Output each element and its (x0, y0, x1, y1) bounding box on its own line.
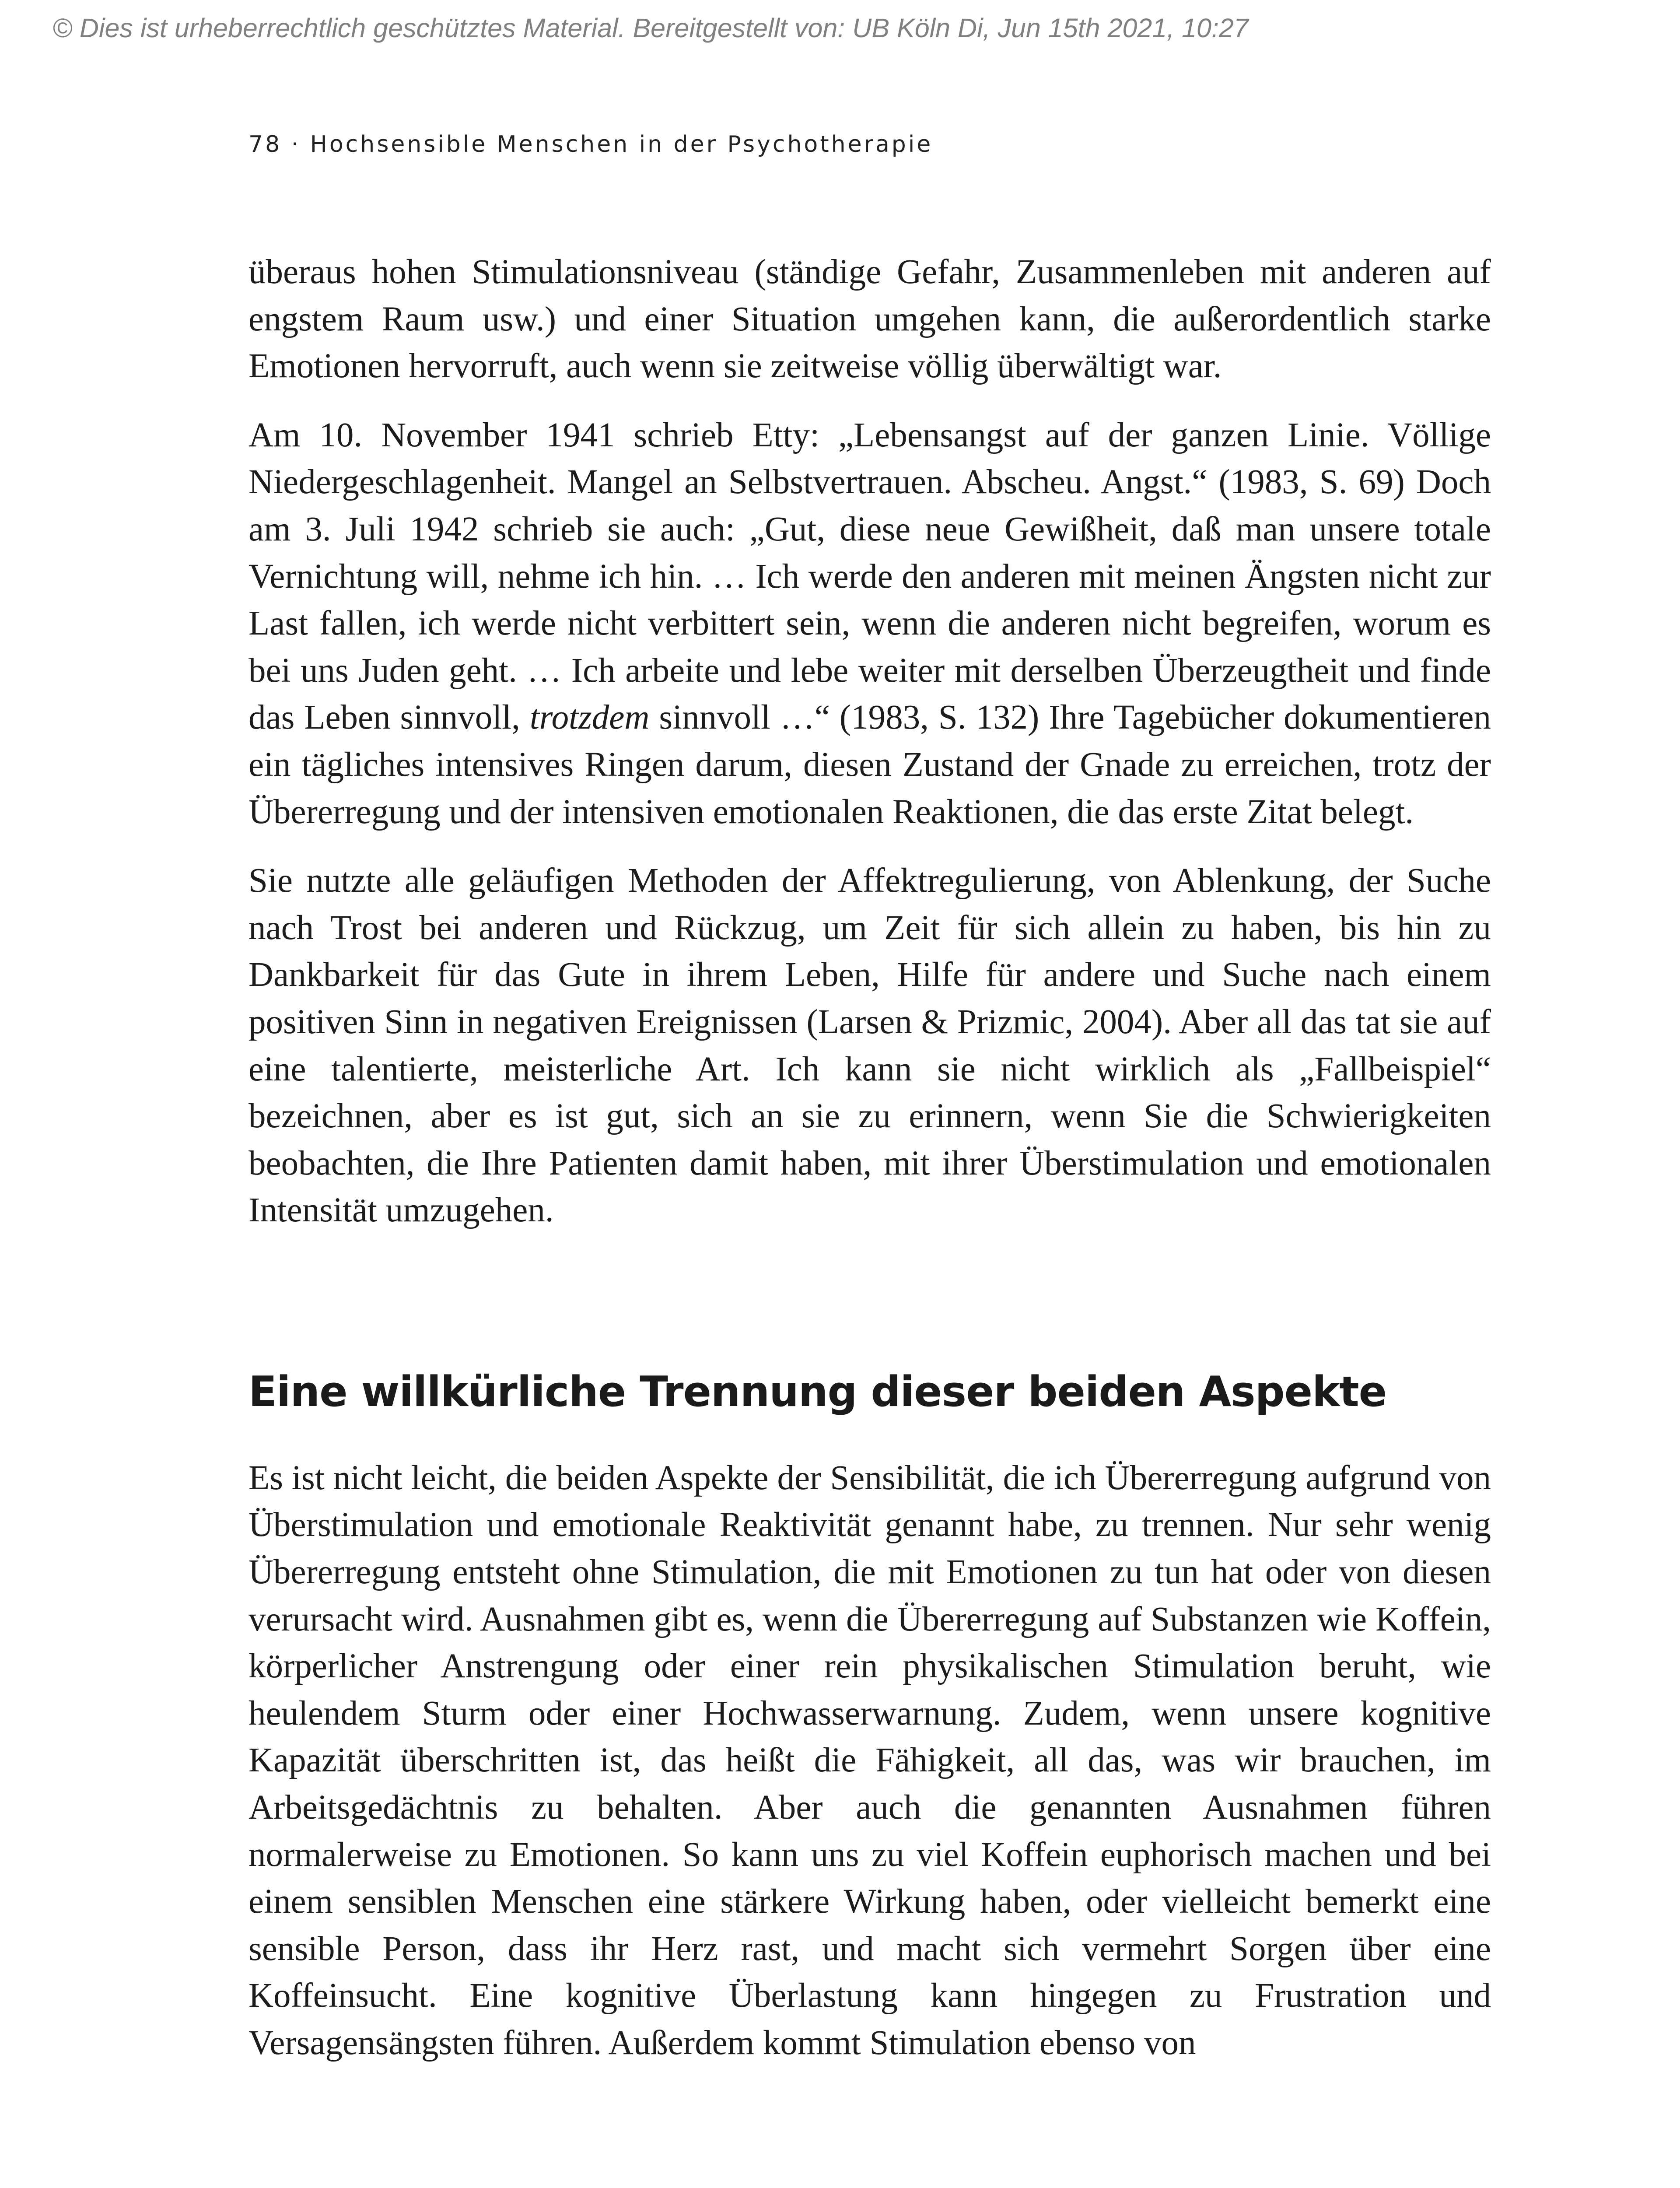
italic-emphasis: trotzdem (529, 698, 650, 737)
paragraph: Sie nutzte alle geläufigen Methoden der Affektregulierung, von Ablenkung, der Suche nach Trost bei anderen und Rückzug, um Zeit für sich allein zu haben, bis hin zu Dankbarkeit für das Gute in ihrem Leben, Hilfe für andere und Suche nach einem positiven Sinn in negativen Ereignissen (Larsen & Prizmic, 2004). Aber all das tat sie auf eine talentierte, meisterliche Art. Ich kann sie nicht wirklich als „Fallbeispiel“ bezeichnen, aber es ist gut, sich an sie zu erinnern, wenn Sie die Schwierigkeiten beobachten, die Ihre Patienten damit haben, mit ihrer Überstimulation und emotionalen Intensität umzugehen. (248, 862, 1491, 1230)
copyright-watermark: © Dies ist urheberrechtlich geschütztes Material. Bereitgestellt von: UB Köln Di, Jun 15th 2021, 10:27 (52, 13, 1249, 43)
paragraph (248, 412, 1491, 835)
running-head-separator: · (282, 131, 310, 158)
running-head (248, 127, 933, 162)
paragraph-text: sinnvoll …“ (1983, S. 132) Ihre Tagebücher dokumentieren ein tägliches intensives Ringen darum, diesen Zustand der Gnade zu erreichen, trotz der Übererregung und der intensiven emotionalen Reaktionen, die das erste Zitat belegt. (248, 698, 1491, 831)
page-number: 78 (248, 131, 282, 158)
book-title: Hochsensible Menschen in der Psychotherapie (310, 131, 933, 158)
paragraph: überaus hohen Stimulationsniveau (ständige Gefahr, Zusammenleben mit anderen auf engstem Raum usw.) und einer Situation umgehen kann, die außerordentlich starke Emotionen hervorruft, auch wenn sie zeitweise völlig überwältigt war. (248, 253, 1491, 386)
page-body (248, 249, 1491, 2089)
section-heading: Eine willkürliche Trennung dieser beiden Aspekte (248, 1368, 1387, 1416)
paragraph-text: Am 10. November 1941 schrieb Etty: „Lebensangst auf der ganzen Linie. Völlige Niedergeschlagenheit. Mangel an Selbstvertrauen. Abscheu. Angst.“ (1983, S. 69) Doch am 3. Juli 1942 schrieb sie auch: „Gut, diese neue Gewißheit, daß man unsere totale Vernichtung will, nehme ich hin. … Ich werde den anderen mit meinen Ängsten nicht zur Last fallen, ich werde nicht verbittert sein, wenn die anderen nicht begreifen, worum es bei uns Juden geht. … Ich arbeite und lebe weiter mit derselben Überzeugtheit und finde das Leben sinnvoll, (248, 416, 1491, 737)
paragraph: Es ist nicht leicht, die beiden Aspekte der Sensibilität, die ich Übererregung aufgrund von Überstimulation und emotionale Reaktivität genannt habe, zu trennen. Nur sehr wenig Übererregung entsteht ohne Stimulation, die mit Emotionen zu tun hat oder von diesen verursacht wird. Ausnahmen gibt es, wenn die Übererregung auf Substanzen wie Koffein, körperlicher Anstrengung oder einer rein physikalischen Stimulation beruht, wie heulendem Sturm oder einer Hochwasserwarnung. Zudem, wenn unsere kognitive Kapazität überschritten ist, das heißt die Fähigkeit, all das, was wir brauchen, im Arbeitsgedächtnis zu behalten. Aber auch die genannten Ausnahmen führen normalerweise zu Emotionen. So kann uns zu viel Koffein euphorisch machen und bei einem sensiblen Menschen eine stärkere Wirkung haben, oder vielleicht bemerkt eine sensible Person, dass ihr Herz rast, und macht sich vermehrt Sorgen über eine Koffeinsucht. Eine kognitive Überlastung kann hingegen zu Frustration und Versagensängsten führen. Außerdem kommt Stimulation ebenso von (248, 1459, 1491, 2062)
